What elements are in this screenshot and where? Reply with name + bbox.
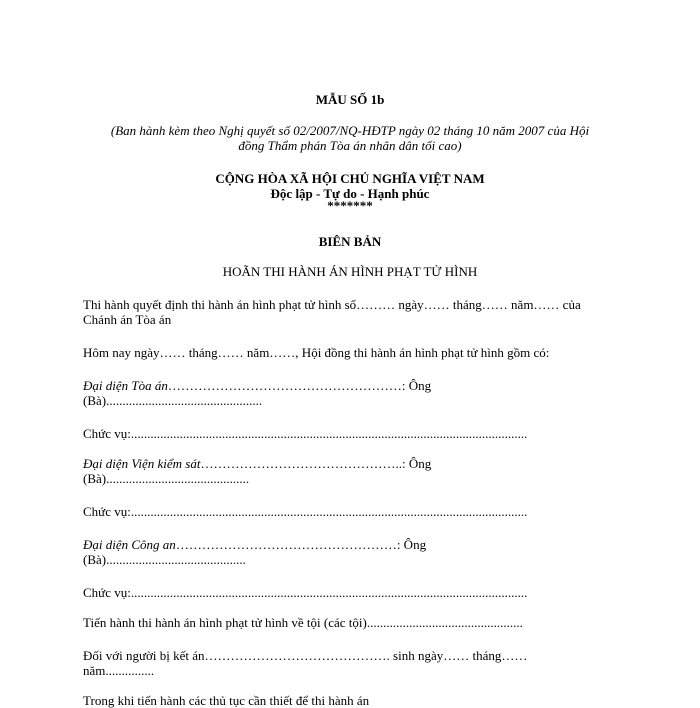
police-representative-label: Đại diện Công an (83, 537, 176, 552)
court-representative-line (83, 378, 431, 393)
police-representative-line-2: (Bà)........................................... (83, 552, 246, 567)
motto-separator: ******* (327, 198, 373, 213)
position-line-2: Chức vụ:.......................................................................................................................... (83, 504, 528, 519)
issued-note-line-2: đồng Thẩm phán Tòa án nhân dân tối cao) (238, 138, 462, 153)
court-representative-dots: ………………………………………………: Ông (167, 378, 432, 393)
form-number: MẪU SỐ 1b (315, 92, 385, 107)
paragraph-crime: Tiến hành thi hành án hình phạt tử hình về tội (các tội)................................................ (83, 615, 523, 630)
paragraph-procedures: Trong khi tiến hành các thủ tục cần thiết để thi hành án (83, 693, 370, 708)
document-subject: HOÃN THI HÀNH ÁN HÌNH PHẠT TỬ HÌNH (222, 264, 478, 279)
court-representative-line-2: (Bà)................................................ (83, 393, 263, 408)
paragraph-today: Hôm nay ngày…… tháng…… năm……, Hội đồng thi hành án hình phạt tử hình gồm có: (83, 345, 550, 360)
court-representative-label: Đại diện Tòa án (83, 378, 168, 393)
police-representative-line (83, 537, 426, 552)
paragraph-person-line-2: năm............... (83, 663, 155, 678)
position-line-1: Chức vụ:.......................................................................................................................... (83, 426, 528, 441)
procuracy-representative-line-2: (Bà)............................................ (83, 471, 250, 486)
paragraph-person-line-1: Đối với người bị kết án……………………………………. sinh ngày…… tháng…… (83, 648, 528, 663)
position-line-3: Chức vụ:.......................................................................................................................... (83, 585, 528, 600)
procuracy-representative-dots: ………………………………………..: Ông (200, 456, 432, 471)
country-name: CỘNG HÒA XÃ HỘI CHỦ NGHĨA VIỆT NAM (215, 171, 485, 186)
police-representative-dots: ……………………………………………: Ông (175, 537, 427, 552)
procuracy-representative-label: Đại diện Viện kiểm sát (83, 456, 201, 471)
paragraph-decision-line-1: Thi hành quyết định thi hành án hình phạt tử hình số……… ngày…… tháng…… năm…… của (83, 297, 581, 312)
procuracy-representative-line (83, 456, 431, 471)
motto: Độc lập - Tự do - Hạnh phúc (270, 186, 430, 201)
issued-note-line-1: (Ban hành kèm theo Nghị quyết số 02/2007/NQ-HĐTP ngày 02 tháng 10 năm 2007 của Hội (110, 123, 590, 138)
paragraph-decision-line-2: Chánh án Tòa án (83, 312, 172, 327)
document-type: BIÊN BẢN (318, 234, 382, 249)
